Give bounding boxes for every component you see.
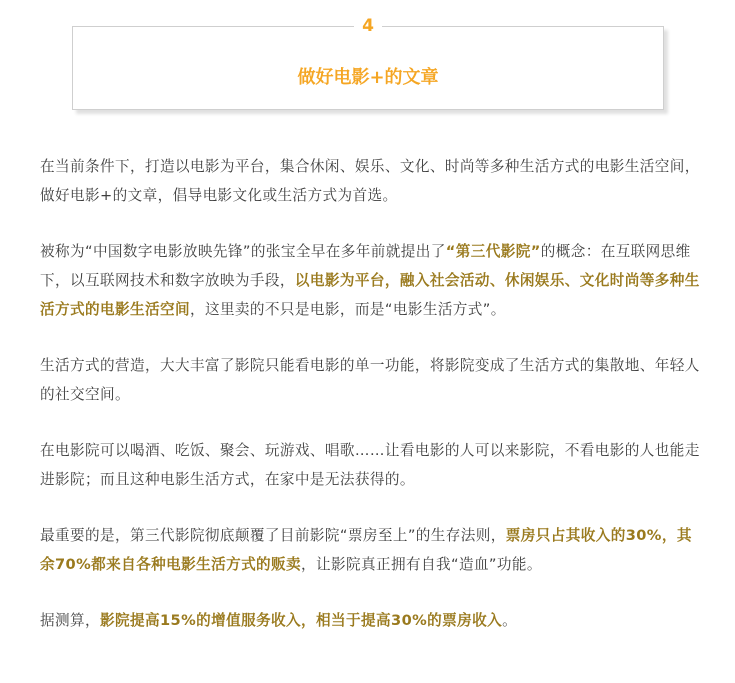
section-title: 做好电影+的文章 — [297, 67, 439, 88]
text-segment: 的概念：在互联网思维下，以互联网技术和数字放映为手段， — [40, 243, 691, 289]
article-body — [40, 152, 700, 662]
section-number: 4 — [354, 13, 382, 39]
text-segment: 据测算， — [40, 612, 100, 629]
text-segment: 。 — [502, 612, 518, 629]
paragraph-2 — [40, 237, 700, 324]
text-segment: 在电影院可以喝酒、吃饭、聚会、玩游戏、唱歌……让看电影的人可以来影院，不看电影的人也能走进影院；而且这种电影生活方式，在家中是无法获得的。 — [40, 442, 700, 488]
paragraph-4 — [40, 436, 700, 494]
highlight-text: 票房只占其收入的30%，其余70%都来自各种电影生活方式的贩卖 — [40, 527, 692, 573]
highlight-text: 以电影为平台，融入社会活动、休闲娱乐、文化时尚等多种生活方式的电影生活空间 — [40, 272, 700, 318]
text-segment: ，让影院真正拥有自我“造血”功能。 — [301, 556, 542, 573]
section-number-wrap — [73, 13, 663, 39]
paragraph-1 — [40, 152, 700, 210]
text-segment: ，这里卖的不只是电影，而是“电影生活方式”。 — [189, 301, 506, 318]
text-segment: 被称为“中国数字电影放映先锋”的张宝全早在多年前就提出了 — [40, 243, 446, 260]
section-header-box — [72, 16, 664, 110]
text-segment: 最重要的是，第三代影院彻底颠覆了目前影院“票房至上”的生存法则， — [40, 527, 506, 544]
highlight-text: 影院提高15%的增值服务收入，相当于提高30%的票房收入 — [99, 612, 503, 629]
text-segment: 生活方式的营造，大大丰富了影院只能看电影的单一功能，将影院变成了生活方式的集散地、年轻人的社交空间。 — [40, 357, 700, 403]
paragraph-5 — [40, 521, 700, 579]
paragraph-6 — [40, 606, 700, 635]
paragraph-3 — [40, 351, 700, 409]
highlight-text: “第三代影院” — [445, 243, 541, 260]
text-segment: 在当前条件下，打造以电影为平台，集合休闲、娱乐、文化、时尚等多种生活方式的电影生活空间，做好电影+的文章，倡导电影文化或生活方式为首选。 — [40, 158, 700, 204]
